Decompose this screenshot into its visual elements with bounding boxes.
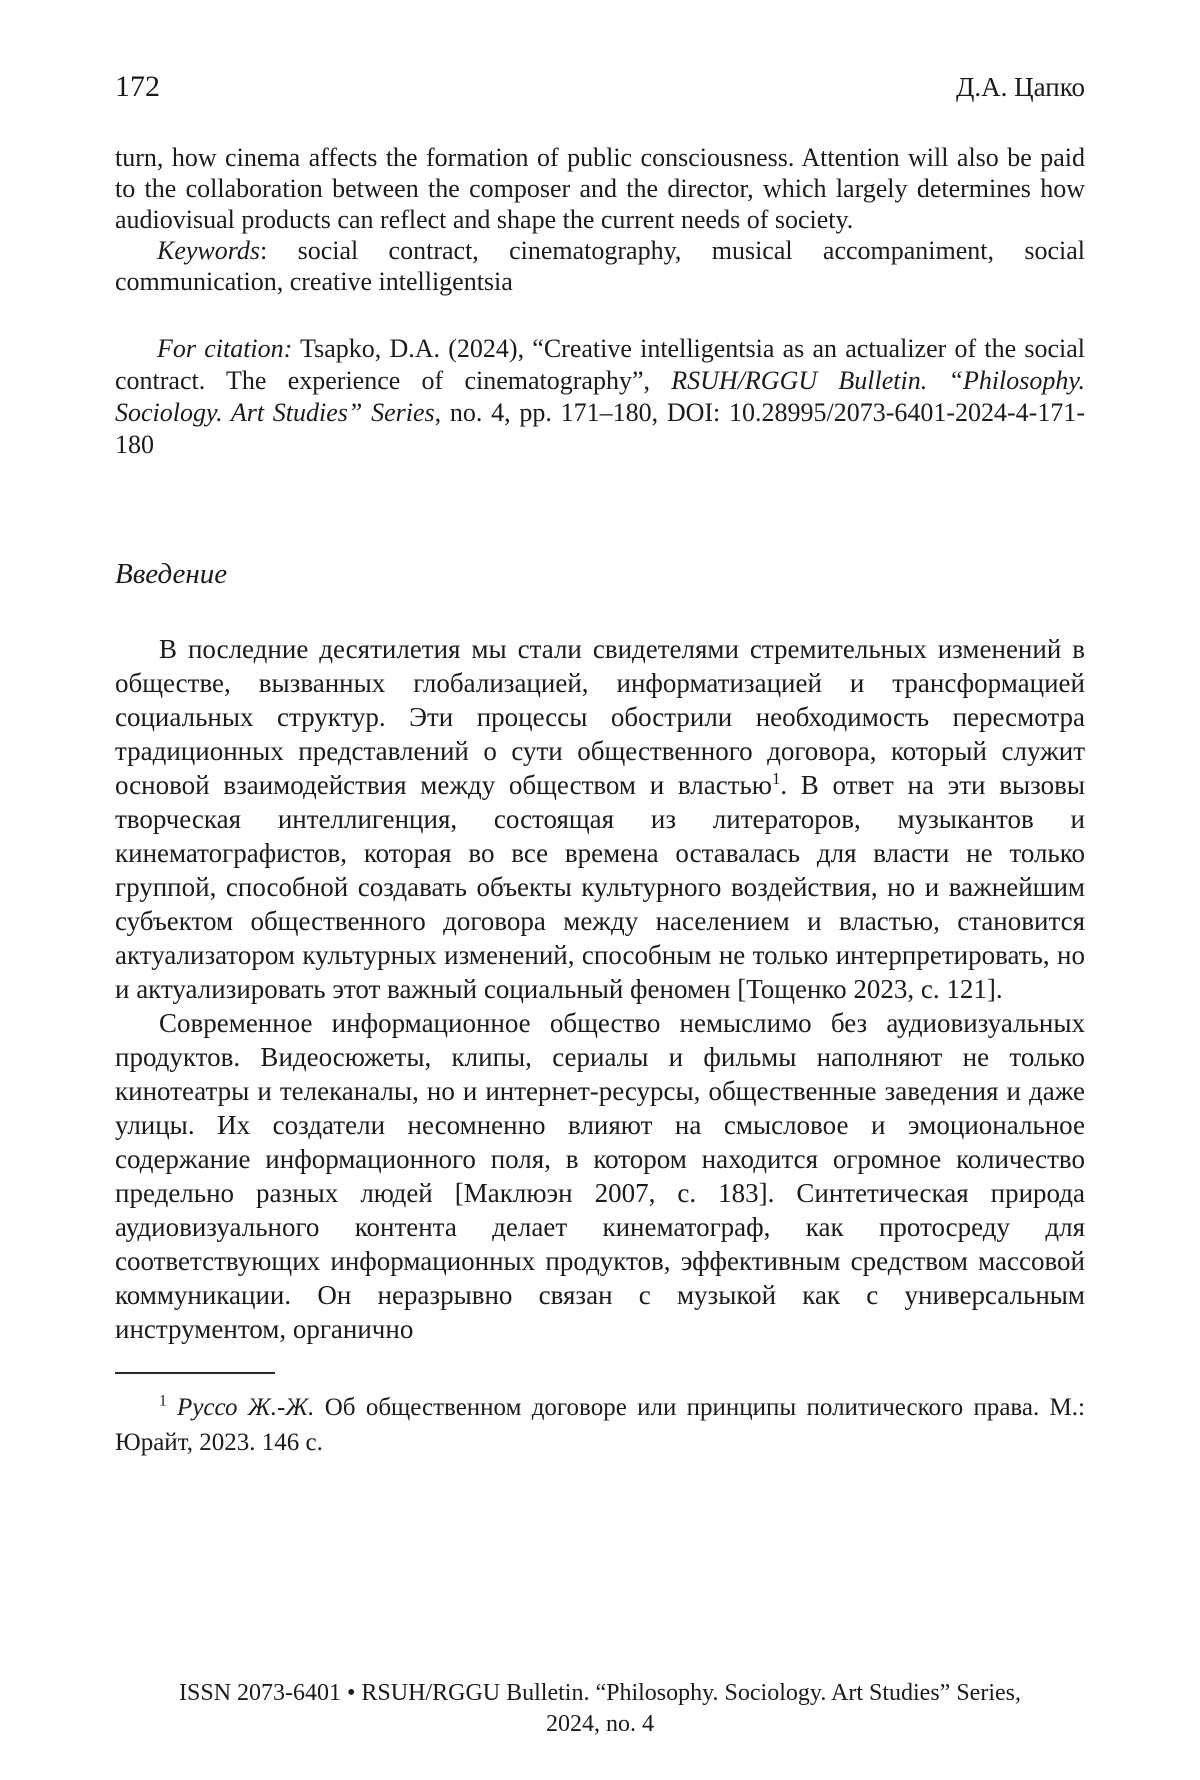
abstract-text: turn, how cinema affects the formation of public consciousness. Attention will also be paid to the collaboration between the composer and the director, which largely determines how audiovisual products can reflect and shape the current needs of society. — [115, 143, 1085, 234]
page-number: 172 — [115, 70, 160, 103]
footer-issn-line: ISSN 2073-6401 • RSUH/RGGU Bulletin. “Philosophy. Sociology. Art Studies” Series, — [179, 1680, 1021, 1706]
body-paragraph-2: Современное информационное общество немыслимо без аудиовизуальных продуктов. Видеосюжеты, клипы, сериалы и фильмы наполняют не только кинотеатры и телеканалы, но и интернет-ресурсы, общественные заведения и даже улицы. Их создатели несомненно влияют на смысловое и эмоциональное содержание информационного поля, в котором находится огромное количество предельно разных людей [Маклюэн 2007, с. 183]. Синтетическая природа аудиовизуального контента делает кинематограф, как протосреду для соответствующих информационных продуктов, эффективным средством массовой коммуникации. Он неразрывно связан с музыкой как с универсальным инструментом, органично — [115, 1008, 1085, 1344]
running-head-author: Д.А. Цапко — [956, 72, 1085, 102]
body-paragraph-1-text-a: В последние десятилетия мы стали свидетелями стремительных изменений в обществе, вызванных глобализацией, информатизацией и трансформацией социальных структур. Эти процессы обострили необходимость пересмотра традиционных представлений о сути общественного договора, который служит основой взаимодействия между обществом и властью — [115, 634, 1085, 800]
footer-issue-line: 2024, no. 4 — [546, 1711, 654, 1737]
citation-text-1: Tsapko, D.A. (2024), “Creative intelligentsia as an actualizer of the social contract. The experience of cinematography”, — [115, 334, 1085, 395]
citation-paragraph — [115, 333, 1085, 461]
keywords-label: Keywords — [157, 236, 261, 265]
footnote-separator-rule — [115, 1372, 275, 1374]
section-heading-introduction: Введение — [115, 558, 228, 590]
citation-journal-title: RSUH/RGGU Bulletin. “Philosophy. Sociology. Art Studies” Series — [115, 366, 1085, 427]
keywords-text: : social contract, cinematography, musical accompaniment, social communication, creative intelligentsia — [115, 236, 1085, 296]
body-paragraph-1-text-b: . В ответ на эти вызовы творческая интеллигенция, состоящая из литераторов, музыкантов и кинематографистов, которая во все времена оставалась для власти не только группой, способной создавать объекты культурного воздействия, но и важнейшим субъектом общественного договора между населением и властью, становится актуализатором культурных изменений, способным не только интерпретировать, но и актуализировать этот важный социальный феномен [Тощенко 2023, с. 121]. — [115, 770, 1085, 1004]
footnote-reference-1: 1 — [771, 769, 781, 788]
citation-text-2: , no. 4, pp. 171–180, DOI: 10.28995/2073-6401-2024-4-171-180 — [115, 398, 1086, 459]
abstract-block — [115, 142, 1085, 297]
citation-label: For citation: — [157, 334, 293, 363]
footnote-1 — [115, 1390, 1085, 1460]
footnote-area — [115, 1372, 1085, 1460]
keywords-paragraph — [115, 235, 1085, 297]
page-header — [115, 70, 1085, 104]
body-paragraph-1 — [115, 632, 1085, 1006]
footnote-author: Руссо Ж.-Ж. — [166, 1394, 315, 1421]
page-footer — [115, 1678, 1085, 1740]
footnote-marker: 1 — [159, 1392, 167, 1410]
footnote-text: Об общественном договоре или принципы политического права. М.: Юрайт, 2023. 146 с. — [115, 1394, 1085, 1456]
